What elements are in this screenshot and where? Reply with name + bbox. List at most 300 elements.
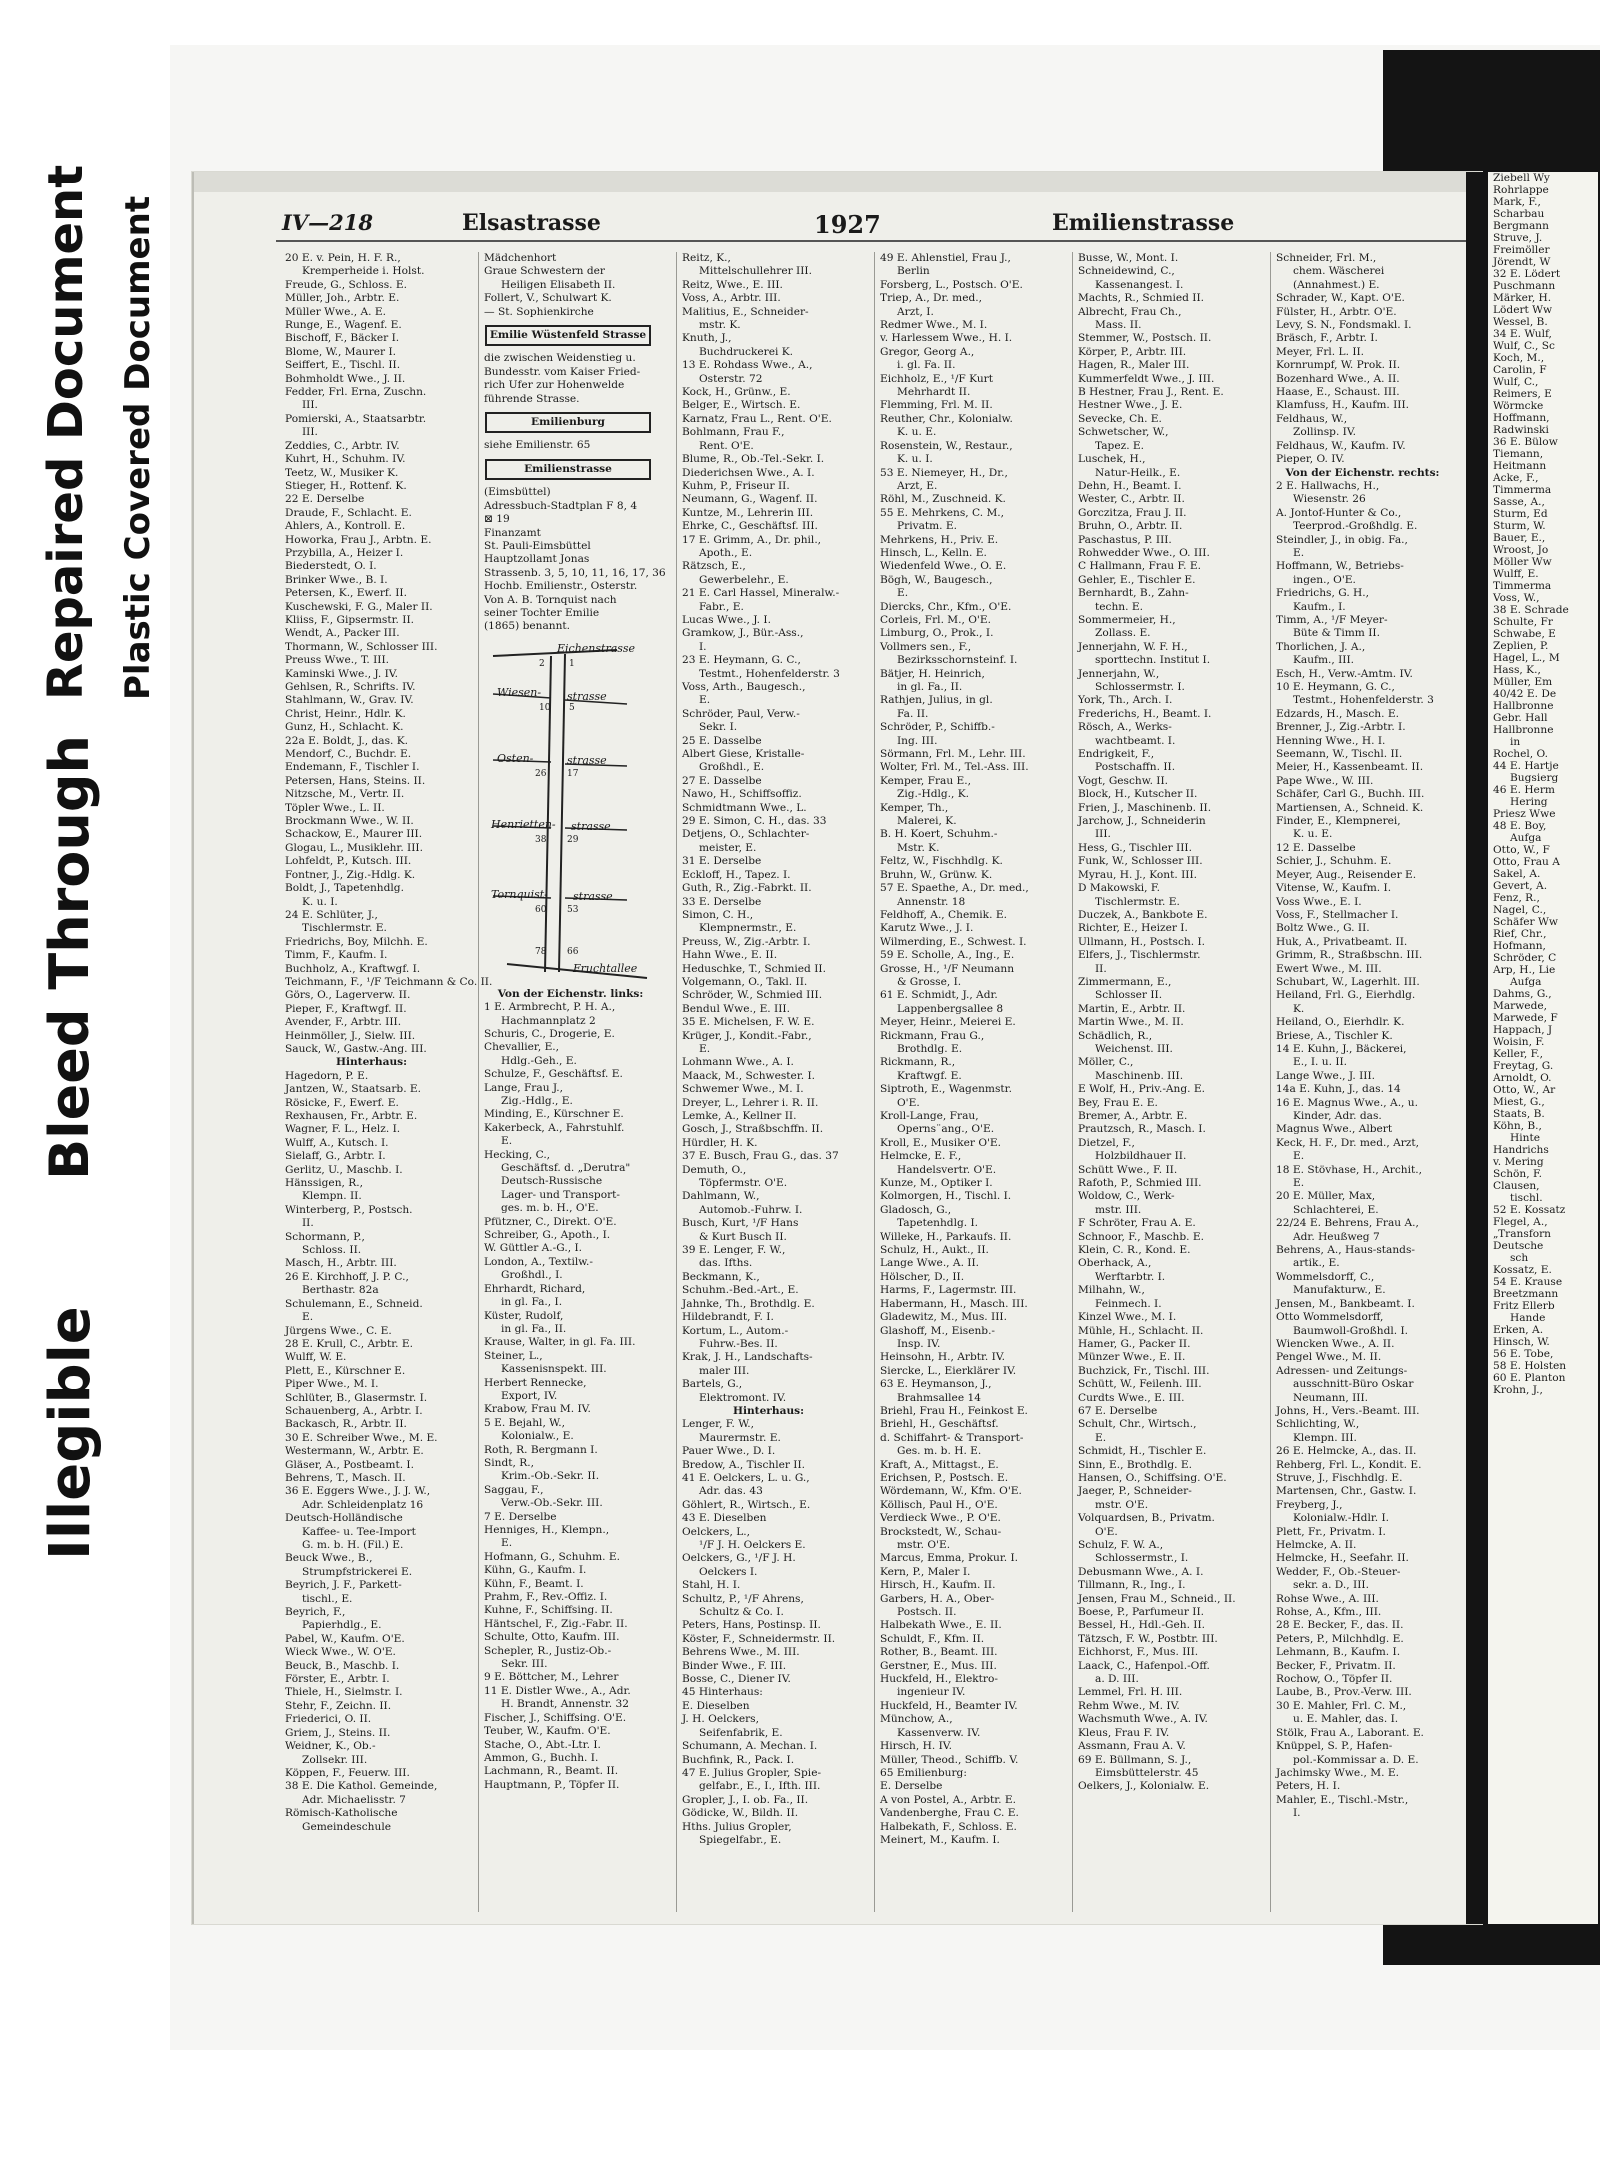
directory-entry-line: Mehrhardt II. (897, 386, 971, 399)
directory-entry-line: Hamer, G., Packer II. (1078, 1337, 1191, 1350)
directory-entry-line: Beuck, B., Maschb. I. (285, 1659, 400, 1672)
directory-entry-line: Howorka, Frau J., Arbtn. E. (285, 533, 432, 546)
directory-entry-line: Hdlg.-Geh., E. (501, 1054, 577, 1067)
directory-entry-line: Oelkers, J., Kolonialw. E. (1078, 1780, 1210, 1793)
directory-entry-line: Wulff, A., Kutsch. I. (285, 1136, 389, 1149)
directory-entry-line: Jensen, M., Bankbeamt. I. (1276, 1297, 1415, 1310)
directory-entry-line: Görs, O., Lagerverw. II. (285, 989, 411, 1002)
directory-entry-line: K. u. I. (302, 895, 338, 908)
directory-entry-line: Freyberg, J., (1276, 1498, 1343, 1511)
directory-entry-line: Oelckers I. (699, 1565, 758, 1578)
directory-entry-line: Pieper, F., Kraftwgf. II. (285, 1002, 407, 1015)
directory-entry-line: Rosenstein, W., Restaur., (880, 439, 1013, 452)
directory-entry-line: Teichmann, F., ¹/F Teichmann & Co. II. (285, 975, 493, 988)
directory-entry-line: Schütt, W., Feilenh. III. (1078, 1378, 1202, 1391)
directory-entry-line: Körper, P., Arbtr. III. (1078, 345, 1187, 358)
directory-entry-line: Ullmann, H., Postsch. I. (1078, 935, 1206, 948)
directory-entry-line: 63 E. Heymanson, J., (880, 1378, 992, 1391)
directory-entry-line: Timm, F., Kaufm. I. (285, 949, 388, 962)
page-gutter (1466, 172, 1488, 1924)
directory-entry-line: E. (501, 1537, 513, 1550)
directory-entry-line: Brockstedt, W., Schau- (880, 1525, 1002, 1538)
directory-entry-line: Hölscher, D., II. (880, 1270, 965, 1283)
directory-entry-line: Jensen, Frau M., Schneid., II. (1078, 1592, 1236, 1605)
directory-entry-line: Sekr. III. (501, 1658, 548, 1671)
directory-entry-line: Grimm, R., Straßbschn. III. (1276, 949, 1423, 962)
directory-entry-line: Rathjen, Julius, in gl. (880, 694, 993, 707)
directory-entry-line: Vandenberghe, Frau C. E. (880, 1807, 1019, 1820)
directory-entry-line: Albert Giese, Kristalle- (682, 748, 805, 761)
directory-entry-line: Röhl, M., Zuschneid. K. (880, 493, 1006, 506)
map-street-label: strasse (573, 889, 613, 903)
directory-entry-line: Marcus, Emma, Prokur. I. (880, 1552, 1019, 1565)
directory-entry-line: Preuss, W., Zig.-Arbtr. I. (682, 935, 811, 948)
directory-entry-line: Meyer, Heinr., Meierei E. (880, 1016, 1016, 1029)
directory-entry-line: Myrau, H. J., Kont. III. (1078, 868, 1198, 881)
directory-entry-line: Deutsch-Russische (501, 1175, 603, 1188)
directory-entry-line: E. (1095, 1431, 1107, 1444)
directory-entry-line: Rochel, O. (1493, 748, 1548, 760)
directory-entry-line: 12 E. Dasselbe (1276, 841, 1356, 854)
directory-entry-line: Paschastus, P. III. (1078, 533, 1172, 546)
column-2 (478, 252, 666, 1912)
directory-entry-line: Steiner, L., (484, 1349, 543, 1362)
directory-entry-line: Schrader, W., Kapt. O'E. (1276, 292, 1405, 305)
directory-entry-line: Hinterhaus: (335, 1056, 408, 1069)
directory-entry-line: Heiligen Elisabeth II. (501, 278, 616, 291)
directory-entry-line: Gladosch, G., (880, 1203, 952, 1216)
directory-entry-line: Hinsch, L., Kelln. E. (880, 546, 987, 559)
directory-entry-line: Triep, A., Dr. med., (880, 292, 983, 305)
directory-entry-line: 59 E. Scholle, A., Ing., E. (880, 949, 1015, 962)
year-heading: 1927 (814, 210, 881, 239)
directory-entry-line: Kolmorgen, H., Tischl. I. (880, 1190, 1012, 1203)
directory-entry-line: Märker, H. (1493, 292, 1552, 304)
directory-entry-line: Ahlers, A., Kontroll. E. (285, 520, 406, 533)
directory-entry-line: Bätjer, H. Heinrich, (880, 667, 985, 680)
directory-entry-line: Detjens, O., Schlachter- (682, 828, 810, 841)
directory-entry-line: Krohn, J., (1493, 1384, 1543, 1396)
directory-entry-line: 22/24 E. Behrens, Frau A., (1276, 1217, 1419, 1230)
directory-entry-line: Hinte (1510, 1132, 1540, 1144)
directory-entry-line: Buchzick, Fr., Tischl. III. (1078, 1364, 1210, 1377)
directory-entry-line: Friedrichs, G. H., (1276, 587, 1370, 600)
directory-entry-line: Meinert, M., Kaufm. I. (880, 1833, 1000, 1846)
directory-entry-line: siehe Emilienstr. 65 (484, 439, 591, 452)
directory-entry-line: Bergmann (1493, 220, 1549, 232)
directory-entry-line: Kern, P., Maler I. (880, 1565, 971, 1578)
directory-entry-line: Zimmermann, E., (1078, 975, 1172, 988)
directory-entry-line: Frederichs, H., Beamt. I. (1078, 707, 1212, 720)
directory-entry-line: Wulf, C., Sc (1493, 340, 1555, 352)
directory-entry-line: Puschmann (1493, 280, 1556, 292)
directory-entry-line: Gewerbelehr., E. (699, 573, 789, 586)
directory-entry-line: E. (1293, 1177, 1305, 1190)
directory-entry-line: Rief, Chr., (1493, 928, 1547, 940)
column-4 (874, 252, 1053, 1912)
directory-entry-line: Lohmann Wwe., A. I. (682, 1056, 794, 1069)
directory-entry-line: Schulemann, E., Schneid. (285, 1297, 423, 1310)
directory-entry-line: Machts, R., Schmied II. (1078, 292, 1205, 305)
directory-entry-line: Automob.-Fuhrw. I. (699, 1203, 803, 1216)
directory-entry-line: ¹/F J. H. Oelckers E. (699, 1539, 806, 1551)
directory-entry-line: Rätzsch, E., (682, 560, 746, 573)
directory-entry-line: Edzards, H., Masch. E. (1276, 707, 1399, 720)
directory-entry-line: Halbekath, F., Schloss. E. (880, 1820, 1017, 1833)
directory-entry-line: Rafoth, P., Schmied III. (1078, 1177, 1202, 1190)
directory-entry-line: Endemann, F., Tischler I. (285, 761, 420, 774)
directory-entry-line: Huckfeld, H., Beamter IV. (880, 1699, 1018, 1712)
directory-entry-line: 7 E. Derselbe (484, 1510, 557, 1523)
directory-entry-line: Steindler, J., in obig. Fa., (1276, 533, 1408, 546)
directory-entry-line: Schlosser II. (1095, 989, 1163, 1002)
directory-entry-line: Kuntze, M., Lehrerin III. (682, 506, 814, 519)
directory-entry-line: Postsch. II. (897, 1606, 957, 1619)
directory-entry-line: 9 E. Böttcher, M., Lehrer (484, 1671, 619, 1684)
directory-entry-line: 47 E. Julius Gropler, Spie- (682, 1766, 822, 1779)
directory-entry-line: Ewert Wwe., M. III. (1276, 962, 1382, 975)
directory-entry-line: Annenstr. 18 (897, 895, 966, 908)
directory-entry-line: Hauptmann, P., Töpfer II. (484, 1778, 620, 1791)
directory-entry-line: Hallbronne (1493, 724, 1554, 736)
directory-entry-line: Freude, G., Schloss. E. (285, 278, 407, 291)
directory-entry-line: Kunze, M., Optiker I. (880, 1177, 993, 1190)
directory-entry-line: Teetz, W., Musiker K. (285, 466, 399, 479)
directory-entry-line: Hofmann, (1493, 940, 1546, 952)
directory-entry-line: Ehrhardt, Richard, (484, 1282, 586, 1295)
directory-entry-line: Rösch, A., Werks- (1078, 721, 1172, 734)
directory-entry-line: ingenieur IV. (897, 1686, 966, 1699)
directory-entry-line: Huckfeld, H., Elektro- (880, 1673, 998, 1686)
directory-entry-line: Eichholz, E., ¹/F Kurt (880, 372, 993, 385)
directory-entry-line: K. u. I. (897, 453, 933, 466)
directory-entry-line: Fabr., E. (699, 600, 744, 613)
street-map (487, 642, 647, 988)
directory-entry-line: Eimsbüttelerstr. 45 (1095, 1766, 1199, 1779)
directory-entry-line: Postschaffn. II. (1095, 761, 1176, 774)
directory-entry-line: Feldhaus, W., Kaufm. IV. (1276, 439, 1406, 452)
directory-entry-line: Reitz, K., (682, 252, 731, 264)
directory-entry-line: Stehr, F., Zeichn. II. (285, 1699, 392, 1712)
street-heading-left: Elsastrasse (462, 210, 601, 236)
directory-entry-line: Feldhoff, A., Chemik. E. (880, 908, 1007, 921)
directory-entry-line: 49 E. Ahlenstiel, Frau J., (880, 252, 1011, 264)
directory-entry-line: Lohfeldt, P., Kutsch. III. (285, 855, 412, 868)
directory-entry-line: Richter, E., Heizer I. (1078, 922, 1188, 935)
directory-entry-line: Verdieck Wwe., P. O'E. (880, 1512, 1001, 1525)
directory-entry-line: Siptroth, E., Wagenmstr. (880, 1083, 1012, 1096)
directory-entry-line: Wendt, A., Packer III. (285, 627, 400, 640)
directory-entry-line: Mass. II. (1095, 319, 1142, 332)
directory-entry-line: Schult, Chr., Wirtsch., (1078, 1418, 1197, 1431)
map-house-number: 60 (535, 904, 547, 915)
directory-entry-line: E. (501, 1135, 513, 1148)
directory-entry-line: Münzer Wwe., E. II. (1078, 1351, 1186, 1364)
directory-entry-line: Zig.-Hdlg., K. (897, 788, 970, 801)
directory-entry-line: Scharbau (1493, 208, 1545, 220)
directory-entry-line: 39 E. Lenger, F. W., (682, 1244, 786, 1257)
street-heading-right: Emilienstrasse (1052, 210, 1235, 236)
directory-entry-line: Kemper, Frau E., (880, 774, 972, 787)
directory-entry-line: Finanzamt (484, 526, 541, 539)
directory-entry-line: Großhdl., I. (501, 1269, 563, 1282)
directory-entry-line: 20 E. v. Pein, H. F. R., (285, 252, 401, 264)
directory-entry-line: Maurermstr. E. (699, 1431, 781, 1444)
directory-entry-line: Laack, C., Hafenpol.-Off. (1078, 1659, 1210, 1672)
directory-entry-line: Küster, Rudolf, (484, 1309, 564, 1322)
directory-entry-line: Rehberg, Frl. L., Kondit. E. (1276, 1458, 1422, 1471)
directory-entry-line: Dehn, H., Beamt. I. (1078, 479, 1182, 492)
directory-entry-line: Weidner, K., Ob.- (285, 1740, 376, 1753)
directory-entry-line: Jennerjahn, W. F. H., (1078, 640, 1188, 653)
directory-entry-line: Arp, H., Lie (1493, 964, 1556, 976)
directory-entry-line: Wiesenstr. 26 (1293, 493, 1366, 506)
directory-entry-line: Wagner, F. L., Helz. I. (285, 1123, 401, 1136)
directory-entry-line: Peters, P., Milchhdlg. E. (1276, 1632, 1404, 1645)
directory-entry-line: Arnoldt, O. (1493, 1072, 1552, 1084)
directory-entry-line: Schuris, C., Drogerie, E. (484, 1027, 615, 1040)
directory-entry-line: Rickmann, R., (880, 1056, 956, 1069)
directory-entry-line: Rösicke, F., Ewerf. E. (285, 1096, 399, 1109)
directory-entry-line: Schmidt, H., Tischler E. (1078, 1445, 1207, 1458)
directory-entry-line: Westermann, W., Arbtr. E. (285, 1445, 424, 1458)
directory-entry-line: Tätzsch, F. W., Postbtr. III. (1078, 1632, 1218, 1645)
map-house-number: 5 (569, 702, 575, 713)
directory-entry-line: 30 E. Schreiber Wwe., M. E. (285, 1431, 438, 1444)
directory-entry-line: & Grosse, I. (897, 975, 962, 988)
directory-entry-line: Lödert Ww (1493, 304, 1553, 316)
directory-entry-line: 5 E. Bejahl, W., (484, 1416, 565, 1429)
map-street-label: Osten- (497, 751, 534, 765)
directory-entry-line: Corleis, Frl. M., O'E. (880, 613, 991, 626)
directory-entry-line: E. Derselbe (880, 1780, 943, 1793)
directory-entry-line: Adr. Heußweg 7 (1293, 1230, 1380, 1243)
directory-entry-line: Kaufm., I. (1293, 600, 1346, 613)
directory-entry-line: Seemann, W., Tischl. II. (1276, 748, 1403, 761)
directory-entry-line: Kornrumpf, W. Prok. II. (1276, 359, 1401, 372)
directory-entry-line: Stölk, Frau A., Laborant. E. (1276, 1726, 1424, 1739)
directory-entry-line: Wommelsdorff, C., (1276, 1270, 1375, 1283)
directory-entry-line: Bundesstr. vom Kaiser Fried- (484, 365, 641, 378)
directory-entry-line: Miest, G., (1493, 1096, 1545, 1108)
directory-entry-line: & Kurt Busch II. (699, 1230, 787, 1243)
directory-entry-line: 40/42 E. De (1493, 688, 1557, 700)
directory-entry-line: Habermann, H., Masch. III. (880, 1297, 1028, 1310)
directory-entry-line: tischl., E. (302, 1592, 353, 1605)
directory-entry-line: Fuhrw.-Bes. II. (699, 1337, 778, 1350)
directory-entry-line: artik., E. (1293, 1257, 1340, 1270)
directory-entry-line: Baumwoll-Großhdl. I. (1293, 1324, 1409, 1337)
directory-entry-line: 31 E. Derselbe (682, 855, 762, 868)
directory-entry-line: Behrens, A., Haus-stands- (1276, 1244, 1415, 1257)
directory-entry-line: Hestner Wwe., J. E. (1078, 399, 1183, 412)
directory-entry-line: Rent. O'E. (699, 439, 754, 452)
directory-entry-line: Vogt, Geschw. II. (1078, 774, 1169, 787)
directory-entry-line: Backasch, R., Arbtr. II. (285, 1418, 407, 1431)
directory-entry-line: Schröder, W., Schmied III. (682, 989, 823, 1002)
directory-entry-line: das. Ifths. (699, 1257, 753, 1270)
directory-entry-line: K. u. E. (1293, 828, 1333, 841)
directory-entry-line: Mädchenhort (484, 252, 557, 264)
directory-entry-line: Schloss. II. (302, 1244, 362, 1257)
directory-entry-line: 22 E. Derselbe (285, 493, 365, 506)
directory-entry-line: Meyer, Frl. L. II. (1276, 345, 1365, 358)
directory-entry-line: Werftarbtr. I. (1095, 1270, 1166, 1283)
directory-entry-line: Otto Wommelsdorff, (1276, 1311, 1384, 1324)
directory-entry-line: Schlichting, W., (1276, 1418, 1360, 1431)
directory-entry-line: Woldow, C., Werk- (1078, 1190, 1175, 1203)
directory-entry-line: Schumann, A. Mechan. I. (682, 1740, 818, 1753)
directory-entry-line: Ges. m. b. H. E. (897, 1445, 982, 1458)
directory-entry-line: Köster, F., Schneidermstr. II. (682, 1632, 836, 1645)
directory-entry-line: Zollass. E. (1095, 627, 1151, 640)
directory-entry-line: Christ, Heinr., Hdlr. K. (285, 707, 406, 720)
directory-entry-line: Huk, A., Privatbeamt. II. (1276, 935, 1408, 948)
directory-entry-line: Sakel, A. (1493, 868, 1541, 880)
directory-entry-line: Tischlermstr. E. (302, 922, 387, 935)
directory-entry-line: Volgemann, O., Takl. II. (682, 975, 808, 988)
directory-entry-line: Kassenisnspekt. III. (501, 1363, 607, 1376)
directory-entry-line: Pabel, W., Kaufm. O'E. (285, 1632, 405, 1645)
directory-entry-line: Oelckers, G., ¹/F J. H. (682, 1552, 796, 1565)
directory-entry-line: 32 E. Lödert (1493, 268, 1561, 280)
directory-entry-line: Volquardsen, B., Privatm. (1078, 1512, 1215, 1525)
directory-entry-line: E. (1293, 546, 1305, 559)
directory-entry-line: Hagedorn, P. E. (285, 1069, 369, 1082)
directory-entry-line: Briese, A., Tischler K. (1276, 1029, 1393, 1042)
directory-entry-line: 56 E. Tobe, (1493, 1348, 1554, 1360)
directory-entry-line: Göhlert, R., Wirtsch., E. (682, 1498, 811, 1511)
directory-entry-line: mstr. O'E. (897, 1539, 951, 1551)
directory-entry-line: mstr. III. (1095, 1203, 1142, 1216)
directory-entry-line: Busse, W., Mont. I. (1078, 252, 1179, 264)
directory-entry-line: Spiegelfabr., E. (699, 1833, 782, 1846)
directory-entry-line: Bohlmann, Frau F., (682, 426, 785, 439)
directory-entry-line: III. (1095, 828, 1111, 841)
column-6 (1270, 252, 1449, 1912)
directory-entry-line: Hänssigen, R., (285, 1177, 363, 1190)
directory-entry-line: Kraftwgf. E. (897, 1069, 962, 1082)
directory-entry-line: Brothdlg. E. (897, 1042, 963, 1055)
directory-entry-line: Sauck, W., Gastw.-Ang. III. (285, 1042, 427, 1055)
directory-entry-line: Voss Wwe., E. I. (1276, 895, 1362, 908)
directory-entry-line: Griem, J., Steins. II. (285, 1726, 391, 1739)
page-top-edge (194, 172, 1482, 192)
directory-entry-line: Marwede, F (1493, 1012, 1558, 1024)
directory-entry-line: H. Brandt, Annenstr. 32 (501, 1698, 629, 1711)
directory-entry-line: Becker, F., Privatm. II. (1276, 1659, 1396, 1672)
directory-entry-line: 35 E. Michelsen, F. W. E. (682, 1016, 815, 1029)
directory-entry-line: Lemke, A., Kellner II. (682, 1110, 797, 1122)
directory-entry-line: Avender, F., Arbtr. III. (285, 1016, 402, 1029)
directory-entry-line: Sekr. I. (699, 721, 738, 734)
directory-entry-line: Binder Wwe., F. III. (682, 1659, 787, 1672)
directory-entry-line: Gropler, J., I. ob. Fa., II. (682, 1793, 809, 1806)
directory-entry-line: Runge, E., Wagenf. E. (285, 319, 402, 332)
page-number: IV—218 (282, 210, 373, 235)
directory-entry-line: Carolin, F (1493, 364, 1547, 376)
directory-entry-line: Brinker Wwe., B. I. (285, 573, 388, 586)
directory-entry-line: Tischlermstr. E. (1095, 895, 1180, 908)
street-heading-box (485, 325, 651, 346)
directory-entry-line: Mahler, E., Tischl.-Mstr., (1276, 1793, 1409, 1806)
directory-entry-line: A. Jontof-Hunter & Co., (1276, 506, 1402, 519)
directory-entry-line: Hering (1510, 796, 1548, 808)
directory-entry-line: Sielaff, G., Arbtr. I. (285, 1150, 386, 1163)
directory-entry-line: Krabow, Frau M. IV. (484, 1403, 591, 1416)
directory-entry-line: die zwischen Weidenstieg u. (484, 352, 636, 365)
directory-entry-line: Schulz, F. W. A., (1078, 1539, 1164, 1551)
directory-entry-line: Mark, F., (1493, 196, 1541, 208)
directory-entry-line: Schier, J., Schuhm. E. (1276, 855, 1392, 868)
directory-entry-line: Hecking, C., (484, 1148, 551, 1161)
directory-entry-line: Vollmers sen., F., (880, 640, 972, 653)
directory-entry-line: Johns, H., Vers.-Beamt. III. (1276, 1404, 1420, 1417)
directory-entry-line: Glogau, L., Musiklehr. III. (285, 841, 423, 854)
directory-entry-line: Jaeger, P., Schneider- (1078, 1485, 1192, 1498)
directory-entry-line: Sturm, Ed (1493, 508, 1548, 520)
directory-entry-line: F Schröter, Frau A. E. (1078, 1217, 1196, 1230)
directory-entry-line: J. H. Oelckers, (682, 1713, 759, 1726)
directory-entry-line: Beckmann, K., (682, 1270, 760, 1283)
map-house-number: 29 (567, 834, 579, 845)
directory-entry-line: Dahlmann, W., (682, 1190, 760, 1203)
directory-entry-line: Fontner, J., Zig.-Hdlg. K. (285, 868, 416, 881)
directory-entry-line: Deutsche (1493, 1240, 1544, 1252)
directory-entry-line: Kroll-Lange, Frau, (880, 1110, 979, 1122)
directory-entry-line: E Wolf, H., Priv.-Ang. E. (1078, 1083, 1205, 1096)
directory-entry-line: Hass, K., (1493, 664, 1541, 676)
directory-entry-line: Müller, Theod., Schiffb. V. (880, 1753, 1019, 1766)
directory-entry-line: Adr. das. 43 (699, 1485, 763, 1498)
directory-entry-line: Bey, Frau E. E. (1078, 1096, 1158, 1109)
directory-entry-line: Kemper, Th., (880, 801, 949, 814)
directory-entry-line: ges. m. b. H., O'E. (501, 1202, 599, 1215)
directory-entry-line: Kühn, F., Beamt. I. (484, 1577, 584, 1590)
directory-entry-line: Müller Wwe., A. E. (285, 305, 386, 318)
directory-entry-line: 38 E. Die Kathol. Gemeinde, (285, 1780, 438, 1793)
directory-entry-line: Gehler, E., Tischler E. (1078, 573, 1196, 586)
directory-entry-line: Kaminski Wwe., J. IV. (285, 667, 398, 680)
directory-entry-line: I. (699, 640, 707, 653)
directory-entry-line: Bozenhard Wwe., A. II. (1276, 372, 1400, 385)
directory-entry-line: 13 E. Rohdass Wwe., A., (682, 359, 813, 372)
directory-entry-line: Henniges, H., Klempn., (484, 1524, 610, 1536)
directory-entry-line: seiner Tochter Emilie (484, 606, 600, 619)
directory-entry-line: 69 E. Büllmann, S. J., (1078, 1753, 1192, 1766)
directory-entry-line: III. (302, 426, 318, 439)
directory-entry-line: ingen., O'E. (1293, 573, 1356, 586)
directory-entry-line: mstr. K. (699, 319, 741, 332)
directory-entry-line: i. gl. Fa. II. (897, 359, 956, 372)
directory-entry-line: Peters, Hans, Postinsp. II. (682, 1619, 821, 1632)
directory-entry-line: Martiensen, A., Schneid. K. (1276, 801, 1424, 814)
directory-entry-line: Boldt, J., Tapetenhdlg. (285, 882, 404, 895)
directory-entry-line: Gramkow, J., Bür.-Ass., (682, 627, 804, 640)
directory-entry-line: Gerlitz, U., Maschb. I. (285, 1163, 403, 1176)
directory-entry-line: Maack, M., Schwester. I. (682, 1069, 816, 1082)
directory-entry-line: Petersen, K., Ewerf. II. (285, 587, 407, 600)
directory-entry-line: Schlossermstr., I. (1095, 1552, 1189, 1565)
directory-entry-line: Adressen- und Zeitungs- (1276, 1364, 1408, 1377)
street-heading: Emilie Wüstenfeld Strasse (489, 329, 647, 342)
directory-entry-line: 28 E. Becker, F., das. II. (1276, 1619, 1404, 1632)
directory-entry-line: Mehrkens, H., Priv. E. (880, 533, 999, 546)
directory-entry-line: B Hestner, Frau J., Rent. E. (1078, 386, 1224, 399)
directory-entry-line: Schuldt, F., Kfm. II. (880, 1632, 985, 1645)
directory-entry-line: Siercke, L., Eierklärer IV. (880, 1364, 1017, 1377)
directory-entry-line: Koch, M., (1493, 352, 1545, 364)
